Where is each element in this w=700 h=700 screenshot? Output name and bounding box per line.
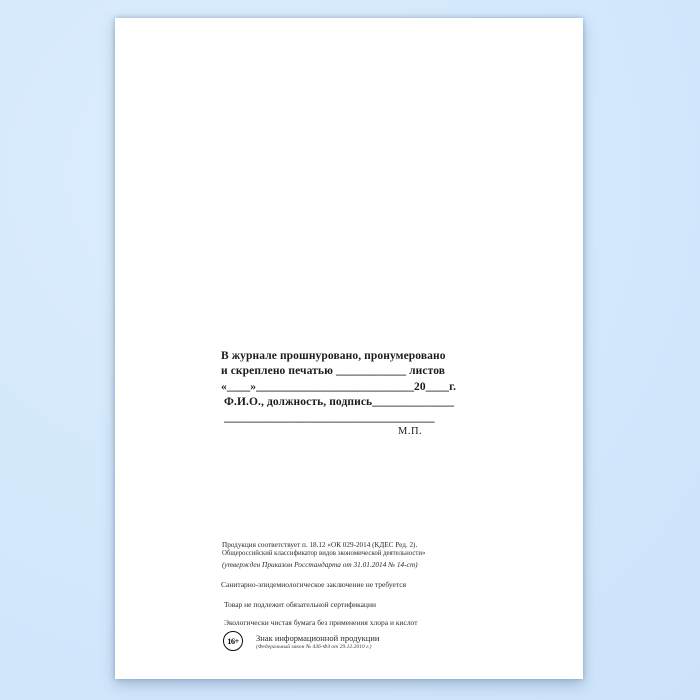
certification-line-4: Ф.И.О., должность, подпись______________	[224, 396, 455, 409]
age-mark-title: Знак информационной продукции	[256, 633, 380, 643]
compliance-line-1: Продукция соответствует п. 18.12 «ОК 029-2014 (КДЕС Ред. 2).	[222, 541, 418, 549]
product-compliance-block	[222, 541, 425, 569]
sanitary-note: Санитарно-эпидемиологическое заключение не требуется	[221, 580, 407, 589]
stamp-place-label: М.П.	[398, 426, 423, 437]
certification-signature-line: ____________________________________	[224, 411, 435, 424]
certification-line-1: В журнале прошнуровано, пронумеровано	[221, 350, 446, 362]
certification-line-2: и скреплено печатью ____________ листов	[221, 365, 446, 378]
certification-note: Товар не подлежит обязательной сертификации	[224, 600, 376, 609]
binding-certification-block	[221, 349, 457, 426]
compliance-line-3: (утвержден Приказом Росстандарта от 31.01.2014 № 14-ст)	[222, 560, 418, 570]
compliance-line-2: Общероссийский классификатор видов экономической деятельности»	[222, 549, 426, 557]
age-mark-law: (Федеральный закон № 436-ФЗ от 29.12.2010 г.)	[256, 643, 372, 650]
information-product-mark	[223, 631, 379, 651]
age-mark-text	[256, 631, 379, 651]
certification-line-3: «____»___________________________20____г.	[221, 380, 457, 393]
document-page	[115, 18, 583, 679]
eco-paper-note: Экологически чистая бумага без применения хлора и кислот	[224, 618, 418, 627]
age-16-badge-icon: 16+	[223, 631, 243, 651]
